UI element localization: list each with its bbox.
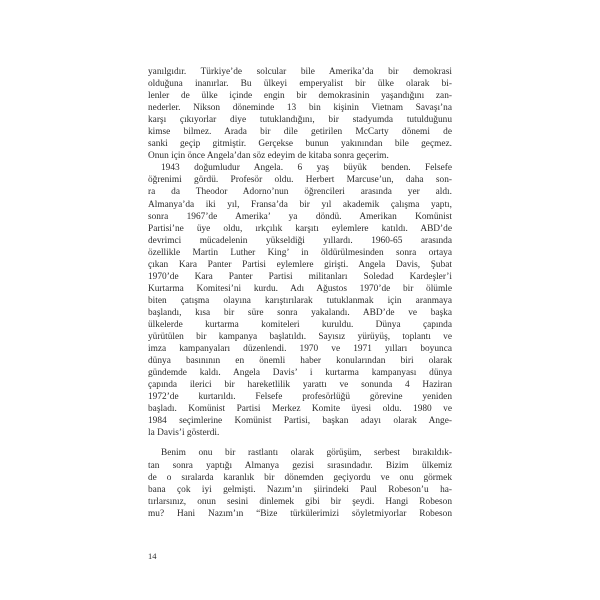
text-line: çapında ilerici bir hareketlilik yarattı ve sonunda 4 Haziran: [148, 380, 452, 391]
text-line: mu? Hani Nazım’ın “Bize türkülerimizi söyletmiyorlar Robeson: [148, 508, 452, 519]
text-line: çıkan Kara Panter Partisi eylemlere girişti. Angela Davis, Şubat: [148, 259, 452, 270]
paragraph-1: [148, 66, 452, 162]
text-line: yanılgıdır. Türkiye’de solcular bile Amerika’da bir demokrasi: [148, 67, 452, 77]
text-line: 1972’de kurtarıldı. Felsefe profesörlüğü görevine yeniden: [148, 392, 452, 403]
text-line: Kurtarma Komitesi’ni kurdu. Adı Ağustos 1970’de bir ölümle: [148, 283, 452, 294]
text-line: sanki geçip gitmiştir. Gerçekse bunun yakınından bile geçmez.: [148, 139, 452, 150]
paragraph-gap: [148, 439, 452, 447]
text-line: sonra 1967’de Amerika’ ya döndü. Amerikan Komünist: [148, 211, 452, 222]
text-line: nederler. Nikson döneminde 13 bin kişinin Vietnam Savaşı’na: [148, 103, 452, 114]
text-line: yürütülen bir kampanya başlatıldı. Sayısız yürüyüş, toplantı ve: [148, 332, 452, 343]
text-line: karşı çıkıyorlar diye tutuklandığını, bir stadyumda tutulduğunu: [148, 115, 452, 126]
text-line: la Davis’i gösterdi.: [148, 428, 220, 439]
text-line: kimse bilmez. Arada bir dile getirilen McCarty dönemi de: [148, 127, 452, 138]
text-line: başlandı, kısa bir süre sonra yakalandı. ABD’de ve başka: [148, 307, 452, 318]
text-line: Onun için önce Angela’dan söz edeyim de kitaba sonra geçerim.: [148, 151, 389, 162]
text-line: lenler de ülke içinde engin bir demokrasinin yaşandığını zan-: [148, 91, 452, 102]
text-line: başladı. Komünist Partisi Merkez Komite üyesi oldu. 1980 ve: [148, 404, 452, 415]
text-line: Almanya’da iki yıl, Fransa’da bir yıl akademik çalışma yaptı,: [148, 199, 452, 210]
text-line: tırlarsınız, onun sesini dinlemek gibi bir şeydi. Hangi Robeson: [148, 496, 452, 507]
text-line: tan sonra yaptığı Almanya gezisi sırasındadır. Bizim ülkemiz: [148, 460, 452, 471]
text-line: biten çatışma olayına karıştırılarak tutuklanmak için aranmaya: [148, 295, 452, 306]
text-line: 1943 doğumludur Angela. 6 yaş büyük benden. Felsefe: [161, 163, 452, 174]
text-line: ülkelerde kurtarma komiteleri kuruldu. Dünya çapında: [148, 319, 452, 330]
text-line: 1984 seçimlerine Komünist Partisi, başkan adayı olarak Ange-: [148, 416, 452, 427]
body-text: [148, 66, 452, 520]
text-line: dünya basınının en önemli haber konularından biri olarak: [148, 356, 452, 367]
text-line: imza kampanyaları düzenlendi. 1970 ve 1971 yılları boyunca: [148, 344, 452, 355]
text-line: gündemde kaldı. Angela Davis’ i kurtarma kampanyası dünya: [148, 368, 452, 379]
text-line: de o sıralarda karanlık bir dönemden geçiyordu ve onu görmek: [148, 472, 452, 483]
text-line: özellikle Martin Luther King’ in öldürülmesinden sonra ortaya: [148, 247, 452, 258]
text-line: Partisi’ne üye oldu, ırkçılık karşıtı eylemlere katıldı. ABD’de: [148, 223, 452, 234]
text-line: ra da Theodor Adorno’nun öğrencileri arasında yer aldı.: [148, 187, 452, 198]
paragraph-3: [148, 447, 452, 519]
text-line: olduğuna inanırlar. Bu ülkeyi emperyalist bir ülke olarak bi-: [148, 79, 452, 90]
page-number: 14: [148, 551, 157, 561]
text-line: 1970’de Kara Panter Partisi militanları Soledad Kardeşler’i: [148, 271, 452, 282]
text-line: öğrenimi gördü. Profesör oldu. Herbert Marcuse’un, daha son-: [148, 175, 452, 186]
text-line: Benim onu bir rastlantı olarak görüşüm, serbest bırakıldık-: [161, 448, 452, 459]
paragraph-2: [148, 162, 452, 439]
text-line: bana çok iyi gelmişti. Nazım’ın şiirindeki Paul Robeson’u ha-: [148, 484, 452, 495]
text-line: devrimci mücadelenin yükseldiği yıllardı. 1960-65 arasında: [148, 235, 452, 246]
